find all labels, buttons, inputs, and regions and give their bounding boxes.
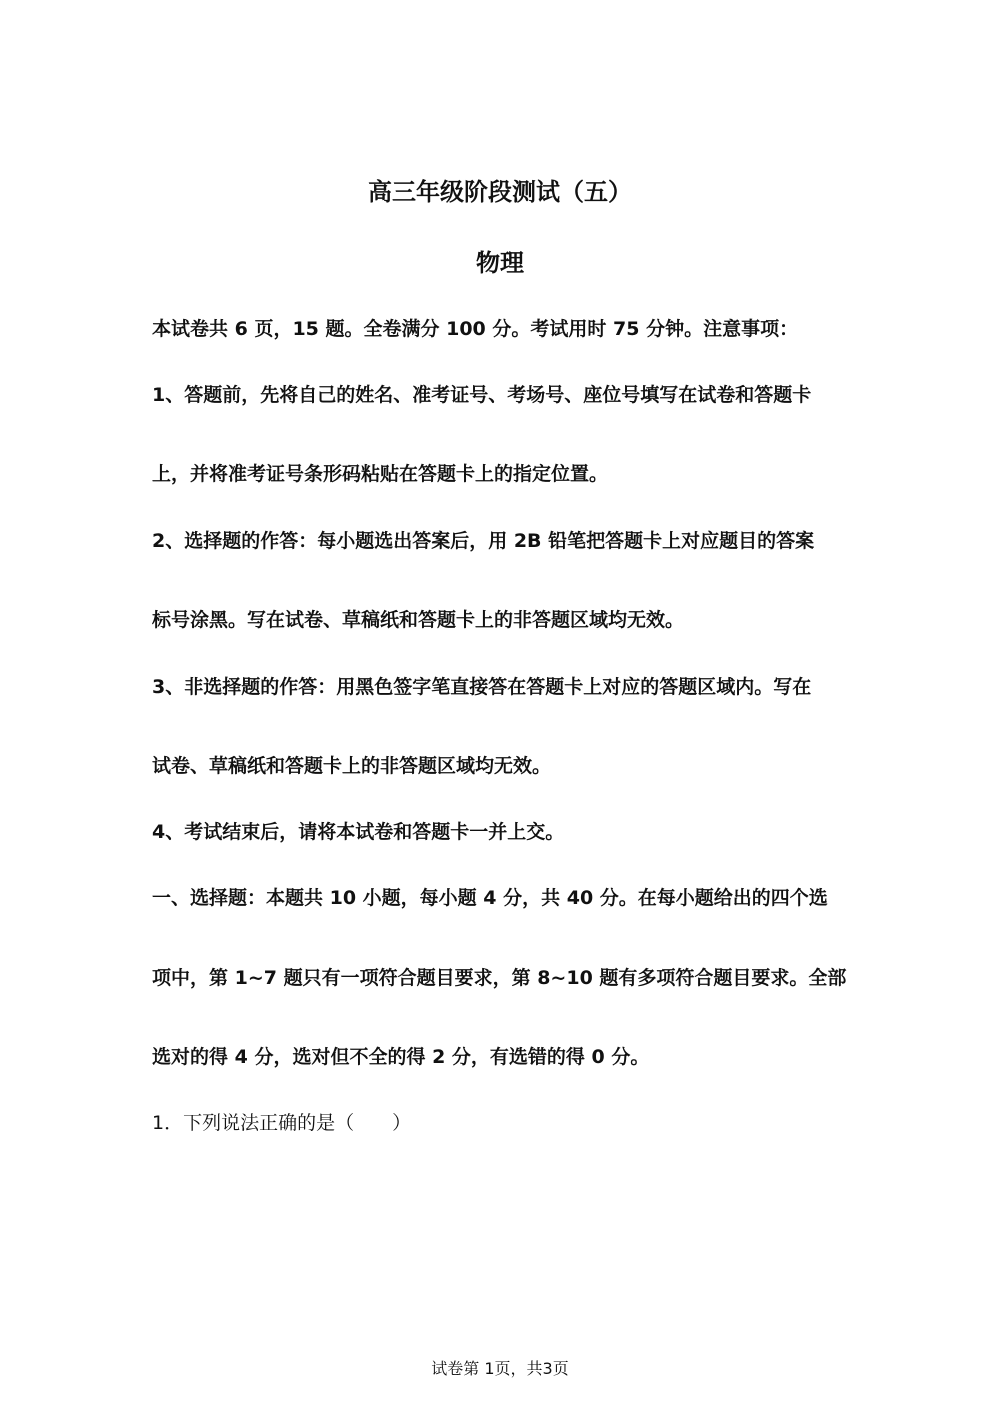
section-1-line-1: 一、选择题：本题共 10 小题，每小题 4 分，共 40 分。在每小题给出的四个选 [152, 887, 828, 909]
instruction-item-4: 4、考试结束后，请将本试卷和答题卡一并上交。 [152, 821, 565, 843]
question-1: 1．下列说法正确的是（ ） [152, 1112, 412, 1134]
instruction-item-1-line-2: 上，并将准考证号条形码粘贴在答题卡上的指定位置。 [152, 463, 609, 485]
instruction-item-2-line-2: 标号涂黑。写在试卷、草稿纸和答题卡上的非答题区域均无效。 [152, 609, 685, 631]
section-1-line-3: 选对的得 4 分，选对但不全的得 2 分，有选错的得 0 分。 [152, 1046, 650, 1068]
exam-title: 高三年级阶段测试（五） [368, 178, 632, 206]
page-footer: 试卷第 1页，共3页 [431, 1359, 569, 1378]
instruction-item-3-line-1: 3、非选择题的作答：用黑色签字笔直接答在答题卡上对应的答题区域内。写在 [152, 676, 812, 698]
subject-title: 物理 [476, 249, 524, 277]
instructions-intro: 本试卷共 6 页，15 题。全卷满分 100 分。考试用时 75 分钟。注意事项： [152, 318, 799, 340]
section-1-line-2: 项中，第 1~7 题只有一项符合题目要求，第 8~10 题有多项符合题目要求。全部 [152, 967, 847, 989]
instruction-item-2-line-1: 2、选择题的作答：每小题选出答案后，用 2B 铅笔把答题卡上对应题目的答案 [152, 530, 815, 552]
instruction-item-3-line-2: 试卷、草稿纸和答题卡上的非答题区域均无效。 [152, 755, 552, 777]
instruction-item-1-line-1: 1、答题前，先将自己的姓名、准考证号、考场号、座位号填写在试卷和答题卡 [152, 384, 812, 406]
